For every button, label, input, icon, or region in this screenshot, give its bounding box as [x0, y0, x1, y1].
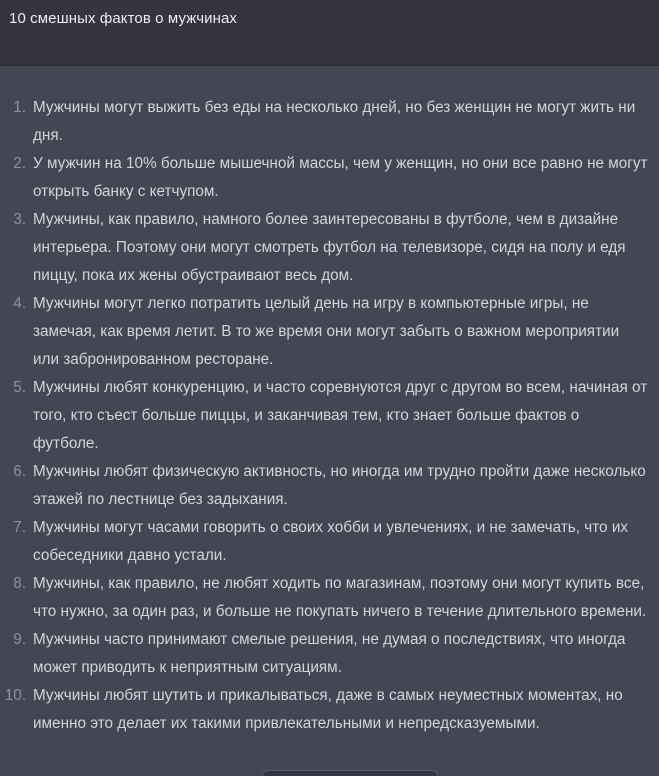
list-item-text: Мужчины, как правило, не любят ходить по магазинам, поэтому они могут купить все, что нужно, за один раз, и больше не покупать ничего в течение длительного времени. [33, 575, 647, 620]
facts-list [0, 94, 659, 738]
list-item-number: 5. [13, 379, 26, 396]
list-item [0, 458, 659, 514]
list-item [0, 682, 659, 738]
list-item-number: 8. [13, 575, 26, 592]
user-prompt-row [0, 0, 659, 66]
user-prompt-text: 10 смешных фактов о мужчинах [9, 10, 238, 27]
list-item [0, 570, 659, 626]
list-item-text: Мужчины могут легко потратить целый день на игру в компьютерные игры, не замечая, как время летит. В то же время они могут забыть о важном мероприятии или забронированном ресторане. [33, 295, 620, 368]
list-item-text: Мужчины могут часами говорить о своих хобби и увлечениях, и не замечать, что их собеседники давно устали. [33, 519, 629, 564]
list-item-text: Мужчины любят физическую активность, но иногда им трудно пройти даже несколько этажей по лестнице без задыхания. [33, 463, 646, 508]
list-item-number: 3. [13, 211, 26, 228]
list-item [0, 626, 659, 682]
list-item [0, 290, 659, 374]
list-item-text: Мужчины могут выжить без еды на несколько дней, но без женщин не могут жить ни дня. [33, 99, 636, 144]
list-item-text: У мужчин на 10% больше мышечной массы, чем у женщин, но они все равно не могут открыть банку с кетчупом. [33, 155, 648, 200]
list-item [0, 94, 659, 150]
list-item-number: 10. [4, 687, 26, 704]
list-item [0, 150, 659, 206]
list-item [0, 374, 659, 458]
list-item [0, 206, 659, 290]
assistant-answer [0, 66, 659, 776]
list-item-number: 6. [13, 463, 26, 480]
list-item-text: Мужчины любят шутить и прикалываться, даже в самых неуместных моментах, но именно это делает их такими привлекательными и непредсказуемыми. [33, 687, 623, 732]
list-item-number: 1. [13, 99, 26, 116]
list-item-number: 7. [13, 519, 26, 536]
list-item-text: Мужчины часто принимают смелые решения, не думая о последствиях, что иногда может приводить к неприятным ситуациям. [33, 631, 626, 676]
list-item-text: Мужчины любят конкуренцию, и часто соревнуются друг с другом во всем, начиная от того, кто съест больше пиццы, и заканчивая тем, кто знает больше фактов о футболе. [33, 379, 648, 452]
list-item-number: 9. [13, 631, 26, 648]
list-item-number: 4. [13, 295, 26, 312]
regenerate-button-edge[interactable] [262, 770, 438, 776]
list-item-number: 2. [13, 155, 26, 172]
list-item [0, 514, 659, 570]
list-item-text: Мужчины, как правило, намного более заинтересованы в футболе, чем в дизайне интерьера. Поэтому они могут смотреть футбол на телевизоре, сидя на полу и едя пиццу, пока их жены обустраивают весь дом. [33, 211, 626, 284]
